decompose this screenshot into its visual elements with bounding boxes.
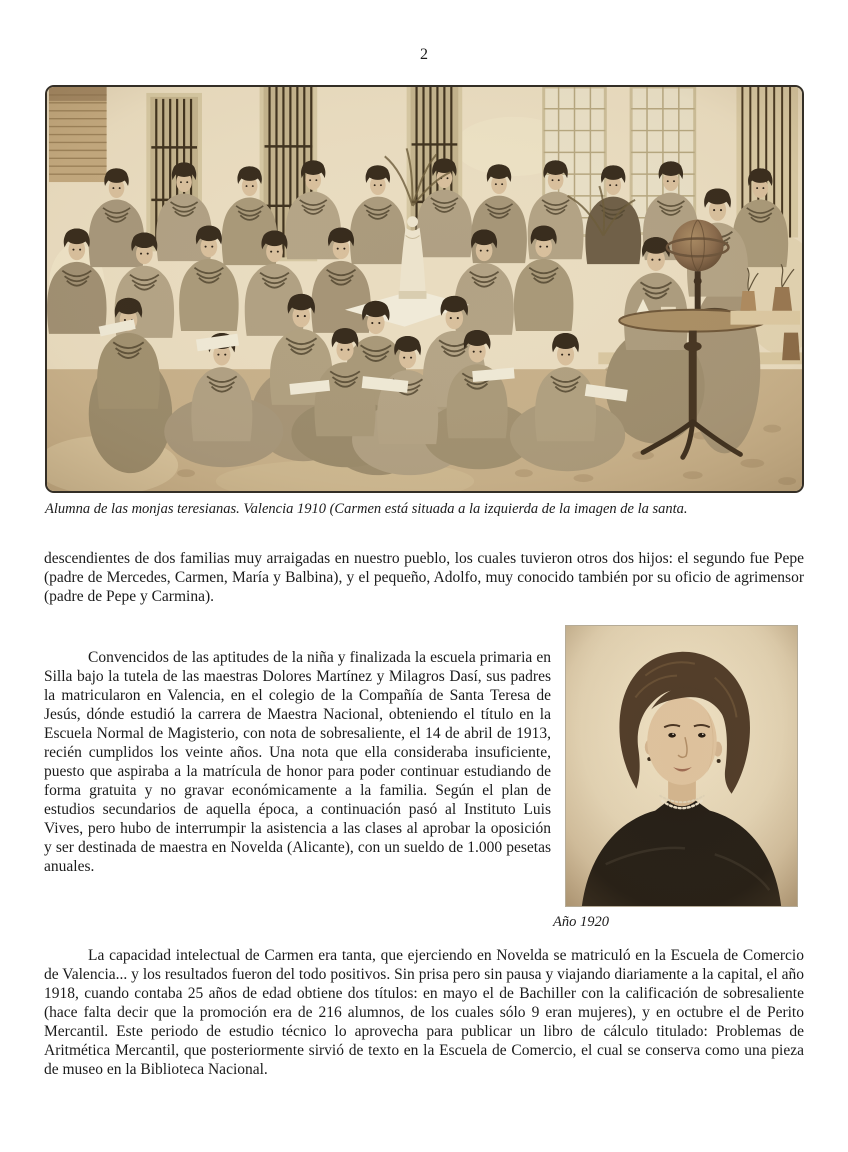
paragraph-capacidad: La capacidad intelectual de Carmen era tanta, que ejerciendo en Novelda se matriculó en la Escuela de Comercio de Valencia... y los resultados fueron del todo positivos. Sin prisa pero sin pausa y viajando diariamente a la capital, el año 1918, cuando contaba 25 años de edad obtiene dos títulos: en mayo el de Bachiller con la calificación de sobresaliente (hace falta decir que la promoción era de 216 alumnos, de los cuales sólo 9 eran mujeres), y en octubre el de Perito Mercantil. Este periodo de estudio técnico lo aprovecha para publicar un libro de cálculo titulado: Problemas de Aritmética Mercantil, que posteriormente sirvió de texto en la Escuela de Comercio, el cual se conserva como una pieza de museo en la Biblioteca Nacional. bbox=[44, 947, 804, 1078]
portrait-frame bbox=[565, 625, 798, 907]
portrait-photo bbox=[553, 625, 798, 932]
group-photo-illustration bbox=[47, 87, 802, 491]
group-photo-caption: Alumna de las monjas teresianas. Valencia 1910 (Carmen está situada a la izquierda de la imagen de la santa. bbox=[45, 501, 688, 517]
group-photo bbox=[45, 85, 804, 493]
portrait-caption: Año 1920 bbox=[553, 914, 609, 930]
page-number: 2 bbox=[420, 46, 428, 63]
paragraph-descendientes: descendientes de dos familias muy arraigadas en nuestro pueblo, los cuales tuvieron otros dos hijos: el segundo fue Pepe (padre de Mercedes, Carmen, María y Balbina), y el pequeño, Adolfo, muy conocido también por su oficio de agrimensor (padre de Pepe y Carmina). bbox=[44, 550, 804, 605]
portrait-illustration bbox=[566, 626, 797, 906]
section-with-portrait bbox=[44, 648, 804, 932]
paragraph-convencidos: Convencidos de las aptitudes de la niña y finalizada la escuela primaria en Silla bajo la tutela de las maestras Dolores Martínez y Milagros Dasí, sus padres la matricularon en Valencia, en el colegio de la Compañía de Santa Teresa de Jesús, dónde estudió la carrera de Maestra Nacional, obteniendo el título en la Escuela Normal de Magisterio, con nota de sobresaliente, el 14 de abril de 1913, recién cumplidos los veinte años. Una nota que ella consideraba insuficiente, puesto que aspiraba a la matrícula de honor para poder continuar estudiando de forma gratuita y no gravar económicamente a la familia. Según el plan de estudios secundarios de aquella época, a continuación pasó al Instituto Luis Vives, pero hubo de interrumpir la asistencia a las clases al aprobar la oposición y ser destinada de maestra en Novelda (Alicante), con un sueldo de 1.000 pesetas anuales. bbox=[44, 649, 551, 875]
